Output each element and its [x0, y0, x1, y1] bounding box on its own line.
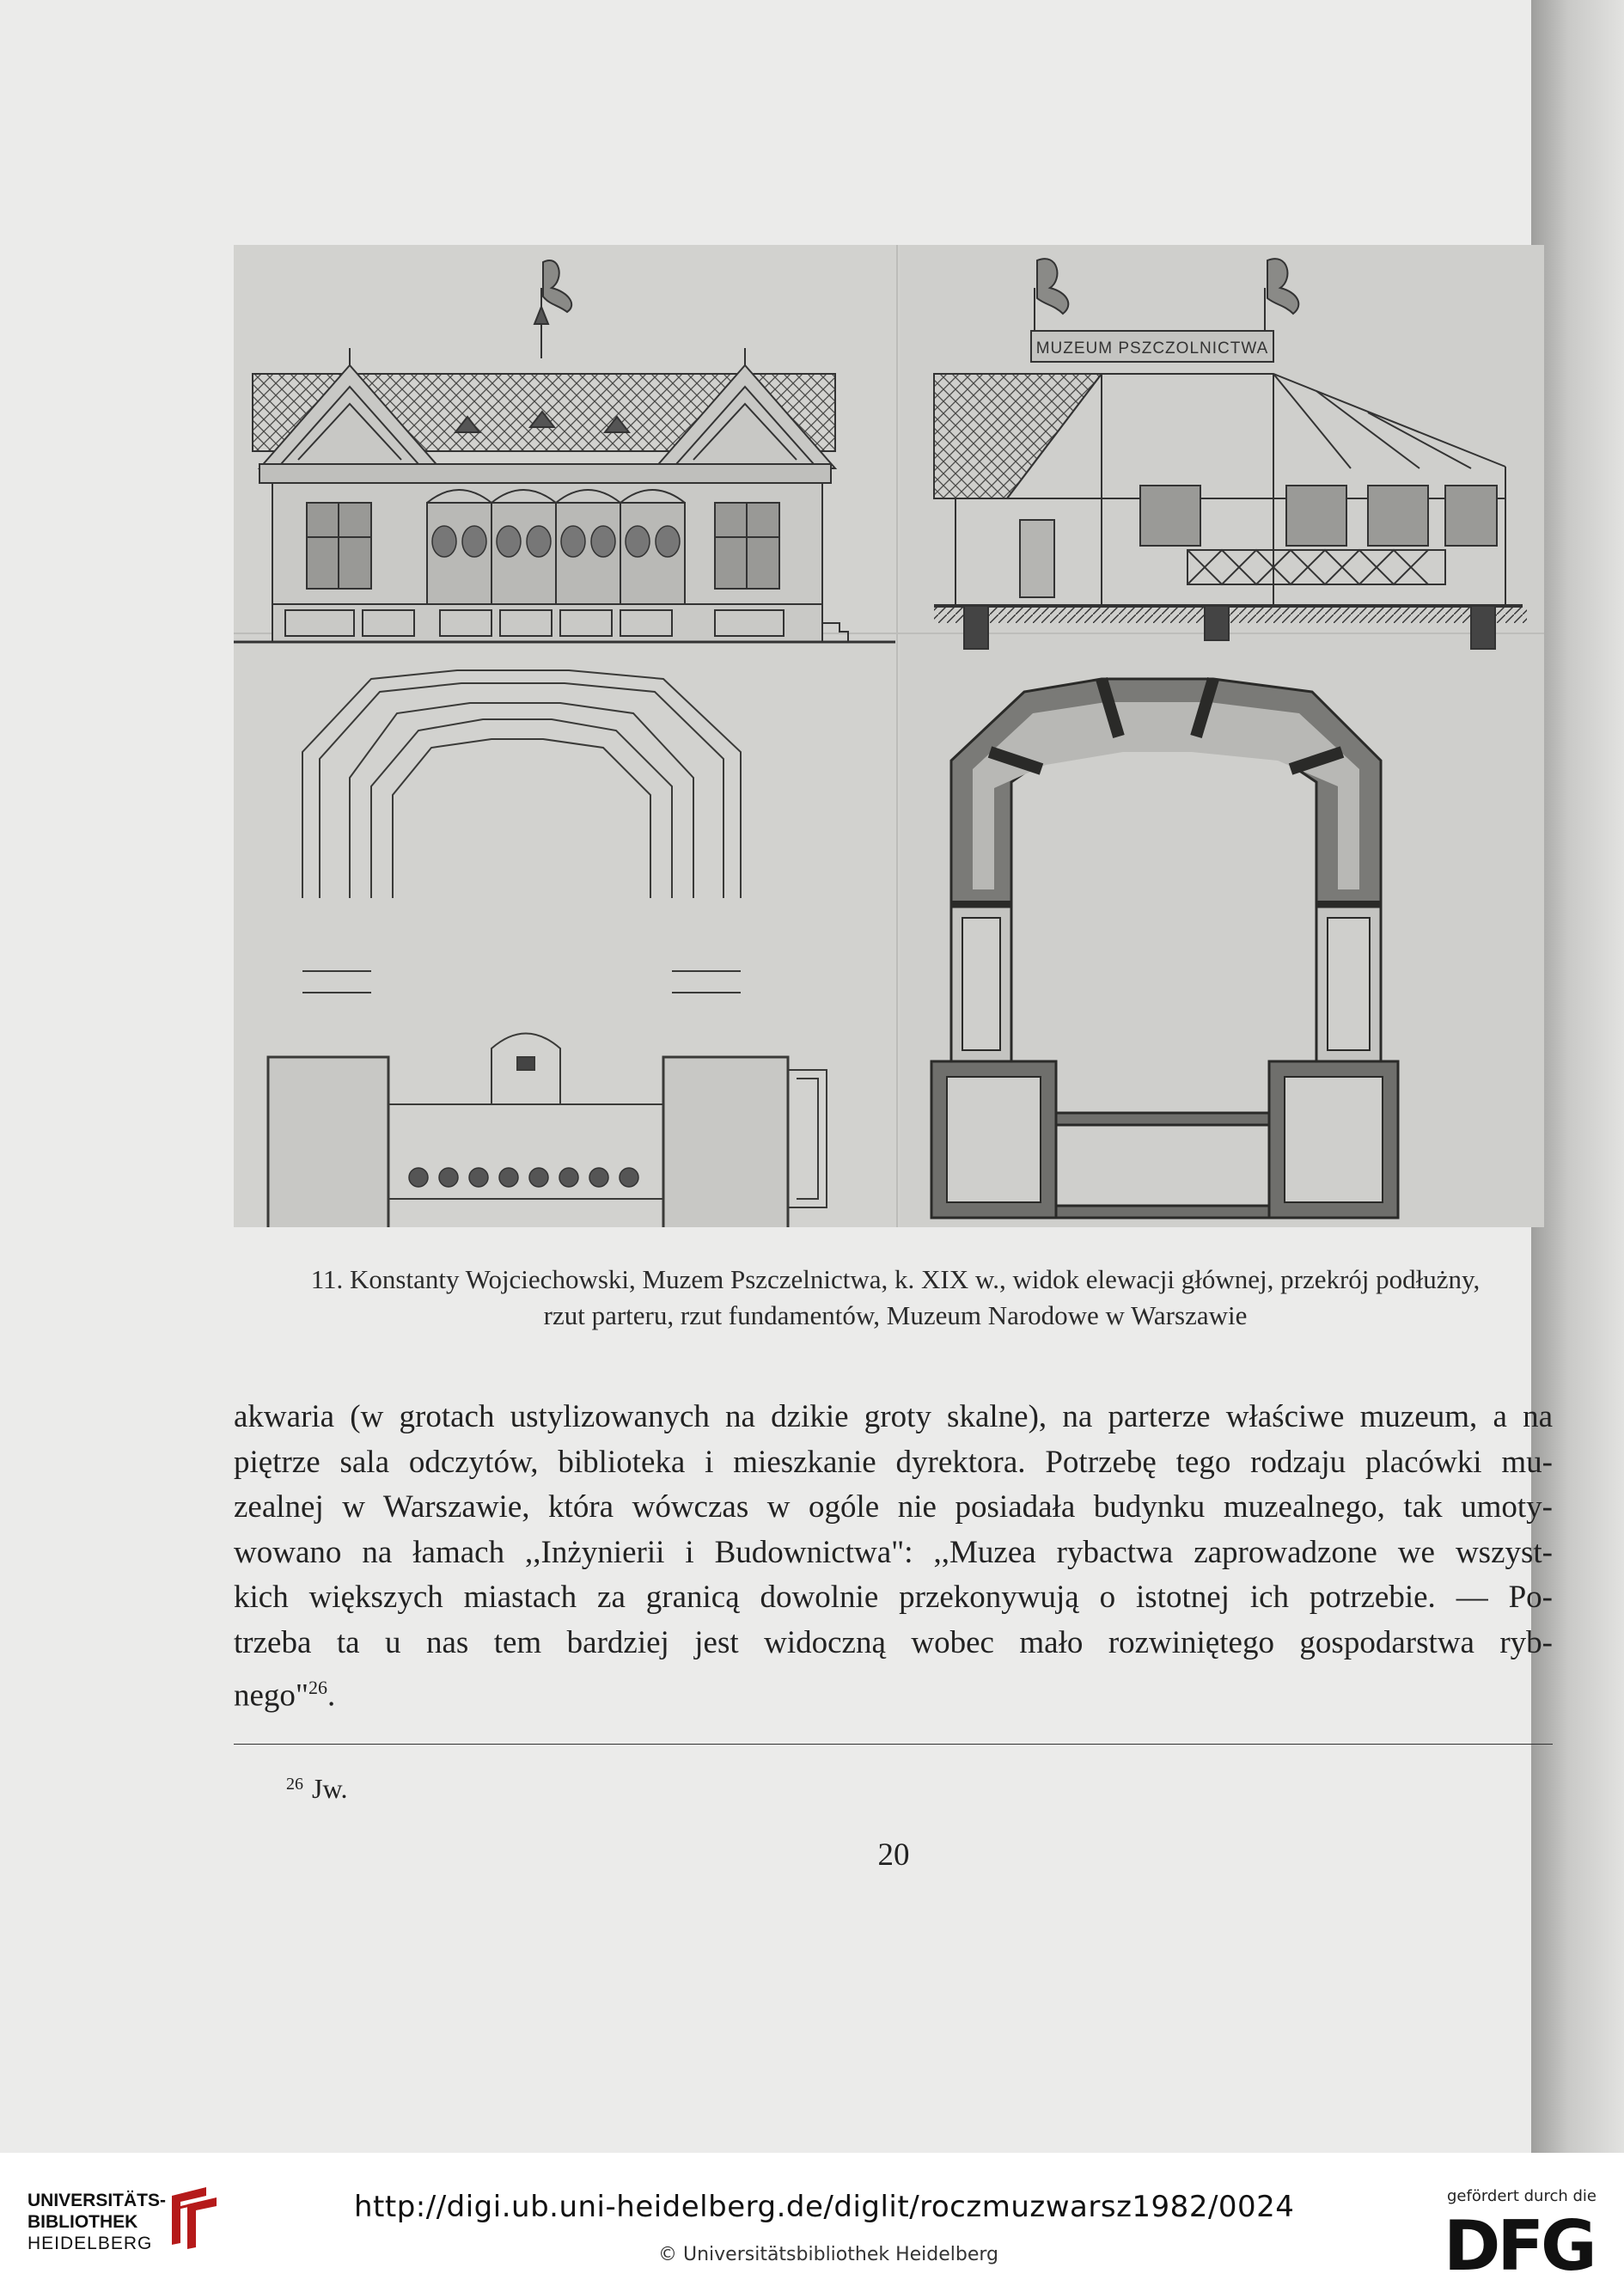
footer-bar [0, 2153, 1624, 2286]
body-line: trzeba ta u nas tem bardziej jest widoczną wobec mało rozwiniętego gospodarstwa ryb- [234, 1624, 1553, 1660]
body-line: wowano na łamach ,,Inżynierii i Budownictwa": ,,Muzea rybactwa zaprowadzone we wszyst- [234, 1534, 1553, 1570]
caption-line: 11. Konstanty Wojciechowski, Muzem Pszczelnictwa, k. XIX w., widok elewacji głównej, przekrój podłużny, [310, 1264, 1481, 1294]
caption-line: rzut parteru, rzut fundamentów, Muzeum Narodowe w Warszawie [543, 1300, 1248, 1330]
figure-drawings [234, 245, 1544, 1227]
body-line: zealnej w Warszawie, która wówczas w ogóle nie posiadała budynku muzealnego, tak umoty- [234, 1489, 1553, 1525]
footnote-reference[interactable]: 26 [308, 1677, 328, 1698]
footnote [286, 1773, 347, 1805]
library-logo-icon[interactable] [163, 2183, 223, 2252]
body-line-last: nego"$^{26}$. [234, 1677, 336, 1714]
figure-caption [234, 1262, 1557, 1334]
figure-plate [234, 245, 1544, 1227]
library-name-line3: HEIDELBERG [27, 2234, 153, 2253]
body-paragraph [234, 1395, 1553, 1719]
copyright-text: © Universitätsbibliothek Heidelberg [658, 2244, 999, 2265]
source-url-link[interactable]: http://digi.ub.uni-heidelberg.de/diglit/roczmuzwarsz1982/0024 [354, 2190, 1295, 2224]
sponsor-label: gefördert durch die [1447, 2187, 1597, 2205]
body-last-text: nego" [234, 1678, 309, 1714]
library-name[interactable] [27, 2190, 166, 2254]
body-line: akwaria (w grotach ustylizowanych na dzikie groty skalne), na parterze właściwe muzeum, a na [234, 1399, 1553, 1434]
footnote-number: 26 [286, 1775, 303, 1794]
footnote-rule [234, 1744, 1553, 1745]
library-name-line1: UNIVERSITÄTS- [27, 2191, 167, 2210]
dfg-logo[interactable]: DFG [1444, 2206, 1594, 2286]
library-name-line2: BIBLIOTHEK [27, 2212, 138, 2232]
page-edge-shadow [1531, 0, 1624, 2153]
page-number: 20 [877, 1837, 910, 1873]
body-line: kich większych miastach za granicą dowolnie przekonywują o istotnej ich potrzebie. — Po- [234, 1580, 1553, 1615]
section-sign-label: MUZEUM PSZCZOLNICTWA [1035, 339, 1269, 358]
body-line: piętrze sala odczytów, biblioteka i mieszkanie dyrektora. Potrzebę tego rodzaju placówki mu- [234, 1444, 1553, 1480]
footnote-text: Jw. [312, 1773, 348, 1804]
